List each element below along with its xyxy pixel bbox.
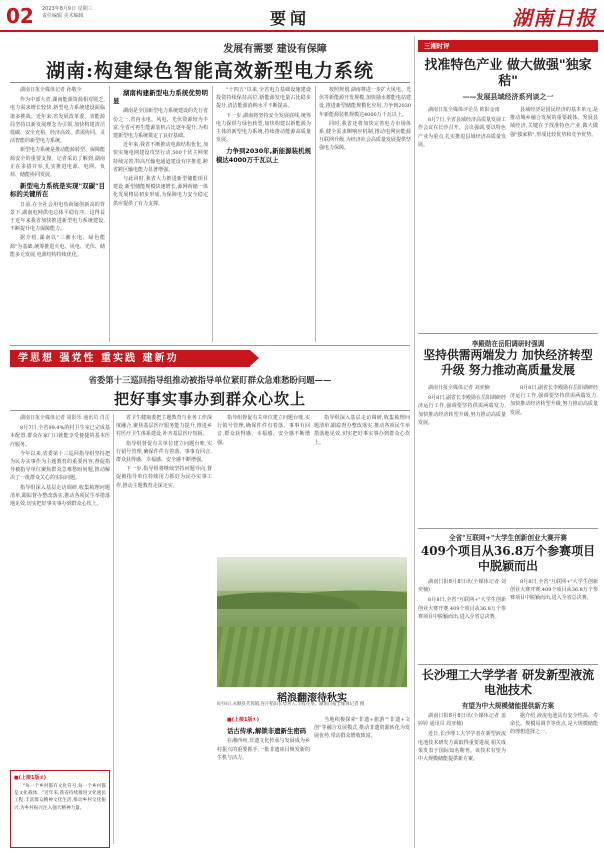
second-paragraph: 今年以来,省委第十三巡回指导组坚持把为民办实事作为主题教育的重要内容,督促指导被指导单位聚焦群众急难愁盼问题,推动解决了一批群众关心的实际问题。 bbox=[10, 450, 110, 482]
lead-paragraph: 作为中部大省,湖南能源资源相对匮乏,电力需求增长较快,新型电力系统建设面临诸多挑战。近年来,省发展改革委、省能源局坚持以新发展理念为引领,加快构建清洁低碳、安全充裕、经济高效、供需协同、灵活智能的新型电力系统。 bbox=[10, 97, 105, 145]
story2-column-1 bbox=[418, 384, 506, 526]
rice-field-photo bbox=[217, 557, 407, 687]
lead-paragraph: 下一步,湖南将坚持安全发展底线,统筹电力保供与绿色转型,加快构建以新能源为主体的新型电力系统,持续推动能源高质量发展。 bbox=[216, 112, 311, 144]
commentary-headline: 找准特色产业 做大做强"独家秸" bbox=[424, 58, 592, 89]
photo-field bbox=[217, 627, 407, 687]
commentary-tag: 三湘时评 bbox=[418, 40, 598, 52]
lead-subhead: 力争到2030年,新能源装机规模达4000万千瓦以上 bbox=[216, 147, 311, 164]
right-column-divider bbox=[414, 36, 415, 848]
second-column-1 bbox=[10, 414, 110, 764]
second-paragraph: 省卫生健康委把主题教育与业务工作深度融合,聚焦基层医疗服务能力提升,推进乡村医疗卫生体系建设,补齐基层医疗短板。 bbox=[116, 415, 212, 438]
lead-paragraph: "十四五"以来,全省电力基础设施建设投资持续保持高位,新能源发电量占比稳步提升,清洁能源消纳水平不断提高。 bbox=[216, 87, 311, 110]
section-rule bbox=[418, 528, 598, 529]
second-byline: 湖南日报全媒体记者 周阳乐 通讯员 肖岳 bbox=[20, 415, 110, 421]
second-column-3 bbox=[217, 414, 310, 554]
lead-paragraph: 日前,在全社会用电负荷屡创新高的背景下,湖南电网供电总体平稳有序。这得益于近年来我省加快推进新型电力系统建设,不断提升电力保障能力。 bbox=[10, 201, 105, 233]
lead-column-2 bbox=[113, 86, 208, 342]
column-divider bbox=[109, 86, 110, 342]
second-column-4 bbox=[314, 414, 410, 554]
lead-subhead: 湖南构建新型电力系统优势明显 bbox=[113, 89, 208, 106]
section-rule bbox=[418, 333, 598, 334]
continued-subhead: 话古传承,解锁非遗新生密码 bbox=[227, 727, 307, 736]
campaign-banner: 学思想 强党性 重实践 建新功 bbox=[10, 350, 250, 367]
story4-byline: 湖南日报8月8日讯(全媒体记者 姜婷婷 通讯员 周亚楠) bbox=[418, 713, 506, 728]
story2-kicker: 李殿勋在岳阳调研时强调 bbox=[471, 340, 545, 348]
lead-kicker: 发展有需要 建设有保障 bbox=[223, 44, 327, 55]
page-masthead bbox=[0, 0, 604, 32]
second-paragraph: 8月7日,全省99.4%的村卫生室已完成基本配置,群众在家门口就能享受便捷的基本医疗服务。 bbox=[10, 425, 110, 448]
continued-article bbox=[217, 716, 310, 848]
column-divider bbox=[315, 86, 316, 342]
lead-paragraph: 同时,我省还将加快完善电力市场体系,健全需求侧响应机制,推动电网向能源互联网升级,为经济社会高质量发展提供坚强电力保障。 bbox=[319, 120, 411, 152]
section-rule bbox=[10, 345, 410, 346]
lead-headline: 湖南:构建绿色智能高效新型电力系统 bbox=[45, 60, 374, 82]
second-paragraph: 指导组督促有关单位建立问题台账,实行销号管理,确保件件有着落、事事有回音,群众获得感、幸福感、安全感不断增强。 bbox=[116, 440, 212, 464]
story4-paragraph: 据介绍,液流电池具有安全性高、寿命长、规模易调节等优点,是大规模储能的理想选择之一。 bbox=[510, 713, 598, 736]
story3-column-2 bbox=[510, 578, 598, 662]
column-divider bbox=[212, 86, 213, 342]
story2-paragraph: 8月8日,副省长李殿勋在岳阳调研经济运行工作,强调要坚持供需两端发力,加快推动经济转型升级,努力推动高质量发展。 bbox=[510, 385, 598, 416]
lead-column-1 bbox=[10, 86, 105, 342]
issue-date: 2023年8月9日 星期三 bbox=[42, 6, 93, 12]
second-paragraph: 指导组深入基层走访调研,收集梳理问题清单,跟踪督办整改落实,推动各项民生举措落地见效,切实把好事实事办到群众心坎上。 bbox=[10, 484, 110, 508]
column-divider bbox=[113, 414, 114, 844]
related-box bbox=[10, 770, 110, 848]
second-paragraph: 指导组督促有关单位建立问题台账,实行销号管理,确保件件有着落、事事有回音,群众获得感、幸福感、安全感不断增强。 bbox=[217, 415, 310, 446]
second-column-2 bbox=[116, 414, 212, 844]
story2-column-2 bbox=[510, 384, 598, 526]
lead-rule bbox=[10, 82, 410, 83]
commentary-column-1 bbox=[418, 106, 506, 330]
lead-paragraph: 湖南是全国新型电力系统建设的先行省份之一,省内水电、风电、光伏资源较为丰富,全省可再生能源装机占比逐年提升,为构建新型电力系统奠定了良好基础。 bbox=[113, 108, 208, 140]
story4-column-1 bbox=[418, 712, 506, 848]
story3-column-1 bbox=[418, 578, 506, 662]
story3-paragraph: 8月8日,全省"互联网+"大学生创新创业大赛开赛,409个项目从36.8万个参赛项目中脱颖而出,进入全省总决赛。 bbox=[418, 597, 506, 620]
section-rule bbox=[418, 664, 598, 665]
continued-article-col2 bbox=[314, 716, 410, 848]
second-paragraph: 指导组深入基层走访调研,收集梳理问题清单,跟踪督办整改落实,推动各项民生举措落地见效,切实把好事实事办到群众心坎上。 bbox=[314, 415, 410, 446]
lead-column-3 bbox=[216, 86, 311, 342]
story3-byline: 湖南日报8月8日讯(全媒体记者 刘奕楠) bbox=[418, 579, 506, 594]
commentary-byline: 湖南日报全媒体评论员 欧阳金雨 bbox=[428, 107, 500, 113]
related-text: "每一个乡村都有文化符号,每一个乡村都是文化载体。"近年来,我省持续推进文化惠民工程,丰富群众精神文化生活,推动乡村文化振兴,为乡村振兴注入强大精神力量。 bbox=[14, 784, 106, 811]
lead-paragraph: 与此同时,我省大力推进新型储能项目建设,新型储能规模快速增长,源网荷储一体化发展格局初步形成,为保障电力安全稳定供应提供了有力支撑。 bbox=[113, 176, 208, 207]
story2-headline: 坚持供需两端发力 加快经济转型升级 努力推动高质量发展 bbox=[423, 348, 593, 377]
story4-headline: 长沙理工大学学者 研发新型液流电池技术 bbox=[421, 668, 595, 697]
lead-column-4 bbox=[319, 86, 411, 342]
continued-paragraph: 在湘西州,非遗文化传承与发展成为乡村振兴的重要抓手,一批非遗项目焕发新的生机与活力。 bbox=[217, 738, 310, 761]
second-paragraph: 下一步,指导组将继续坚持问题导向,督促被指导单位持续用力抓好为民办实事工作,推动主题教育走深走实。 bbox=[116, 466, 212, 489]
lead-paragraph: 近年来,我省不断推动电源结构优化,加快实施电网建设攻坚行动,500千伏主网架持续完善,特高压输电通道建设有序推进,跨省跨区输电能力显著增强。 bbox=[113, 142, 208, 173]
lead-byline: 湖南日报全媒体记者 孙敬全 bbox=[20, 87, 82, 93]
continued-paragraph: 当地积极探索"非遗+旅游""非遗+文创"等融合发展模式,推动非遗资源转化为发展优势,带动群众增收致富。 bbox=[314, 717, 410, 740]
story4-column-2 bbox=[510, 712, 598, 848]
story3-headline: 409个项目从36.8万个参赛项目中脱颖而出 bbox=[420, 544, 596, 573]
story3-kicker: 全省"互联网+"大学生创新创业大赛开赛 bbox=[449, 534, 567, 542]
lead-paragraph: 按照规划,湖南将进一步扩大风电、光伏等新能源开发规模,加快抽水蓄能电站建设,推进新型储能规模化应用,力争到2030年新能源装机规模达4000万千瓦以上。 bbox=[319, 87, 411, 118]
second-kicker: 省委第十三巡回指导组推动被指导单位紧盯群众急难愁盼问题—— bbox=[88, 375, 332, 385]
photo-title: 稻浪翻滚待秋实 bbox=[277, 693, 347, 704]
lead-paragraph: 据介绍,湖南以"三湘水电、绿色能源"为基础,统筹推进火电、风电、光伏、储能多元发展,电源结构持续优化。 bbox=[10, 235, 105, 258]
commentary-paragraph: 县域经济是国民经济的基本单元,是推动城乡融合发展的重要载体。发展县域经济,关键在于找准特色产业,做大做强"独家秸",形成比较优势和竞争优势。 bbox=[510, 107, 598, 138]
masthead-meta bbox=[42, 6, 93, 20]
photo-caption: 8月8日,永顺县芙蓉镇,连片稻田长势喜人,丰收在望。湖南日报全媒体记者 摄 bbox=[217, 702, 365, 707]
commentary-column-2 bbox=[510, 106, 598, 330]
story3-paragraph: 8月8日,全省"互联网+"大学生创新创业大赛开赛,409个项目从36.8万个参赛项目中脱颖而出,进入全省总决赛。 bbox=[510, 579, 598, 602]
lead-subhead: 新型电力系统是实现"双碳"目标的关键所在 bbox=[10, 182, 105, 199]
story2-paragraph: 8月8日,副省长李殿勋在岳阳调研经济运行工作,强调要坚持供需两端发力,加快推动经济转型升级,努力推动高质量发展。 bbox=[418, 395, 506, 426]
story4-paragraph: 近日,长沙理工大学学者在新型液流电池技术研发方面取得重要进展,相关成果发表于国际知名期刊。该技术有望为中大规模储能提供新方案。 bbox=[418, 731, 506, 763]
lead-paragraph: 新型电力系统是推动能源转型、保障能源安全的重要支撑。记者采访了解到,湖南正在多措并举,扎实推进电源、电网、负荷、储能协同发展。 bbox=[10, 147, 105, 179]
section-rule bbox=[10, 410, 410, 411]
editor-line: 责任编辑 美术编辑 bbox=[42, 13, 84, 19]
related-tag: ■(上接1版②) bbox=[14, 775, 47, 781]
commentary-paragraph: 8月7日,全省县域经济高质量发展工作会议在长沙召开。会议强调,要以特色产业为重点,扎实推进县域经济高质量发展。 bbox=[418, 117, 506, 148]
commentary-subhead: ——发展县域经济系列谈之一 bbox=[462, 92, 554, 101]
newspaper-logo: 湖南日报 bbox=[512, 6, 596, 30]
continued-tag: ■(上接1版①) bbox=[227, 717, 260, 723]
photo-hills bbox=[217, 583, 407, 609]
page-number: 02 bbox=[6, 4, 34, 28]
story4-subhead: 有望为中大规模储能提供新方案 bbox=[461, 702, 555, 710]
story2-byline: 湖南日报全媒体记者 刘奕楠 bbox=[428, 385, 490, 391]
second-headline: 把好事实事办到群众心坎上 bbox=[113, 390, 306, 408]
section-title: 要闻 bbox=[270, 9, 311, 28]
